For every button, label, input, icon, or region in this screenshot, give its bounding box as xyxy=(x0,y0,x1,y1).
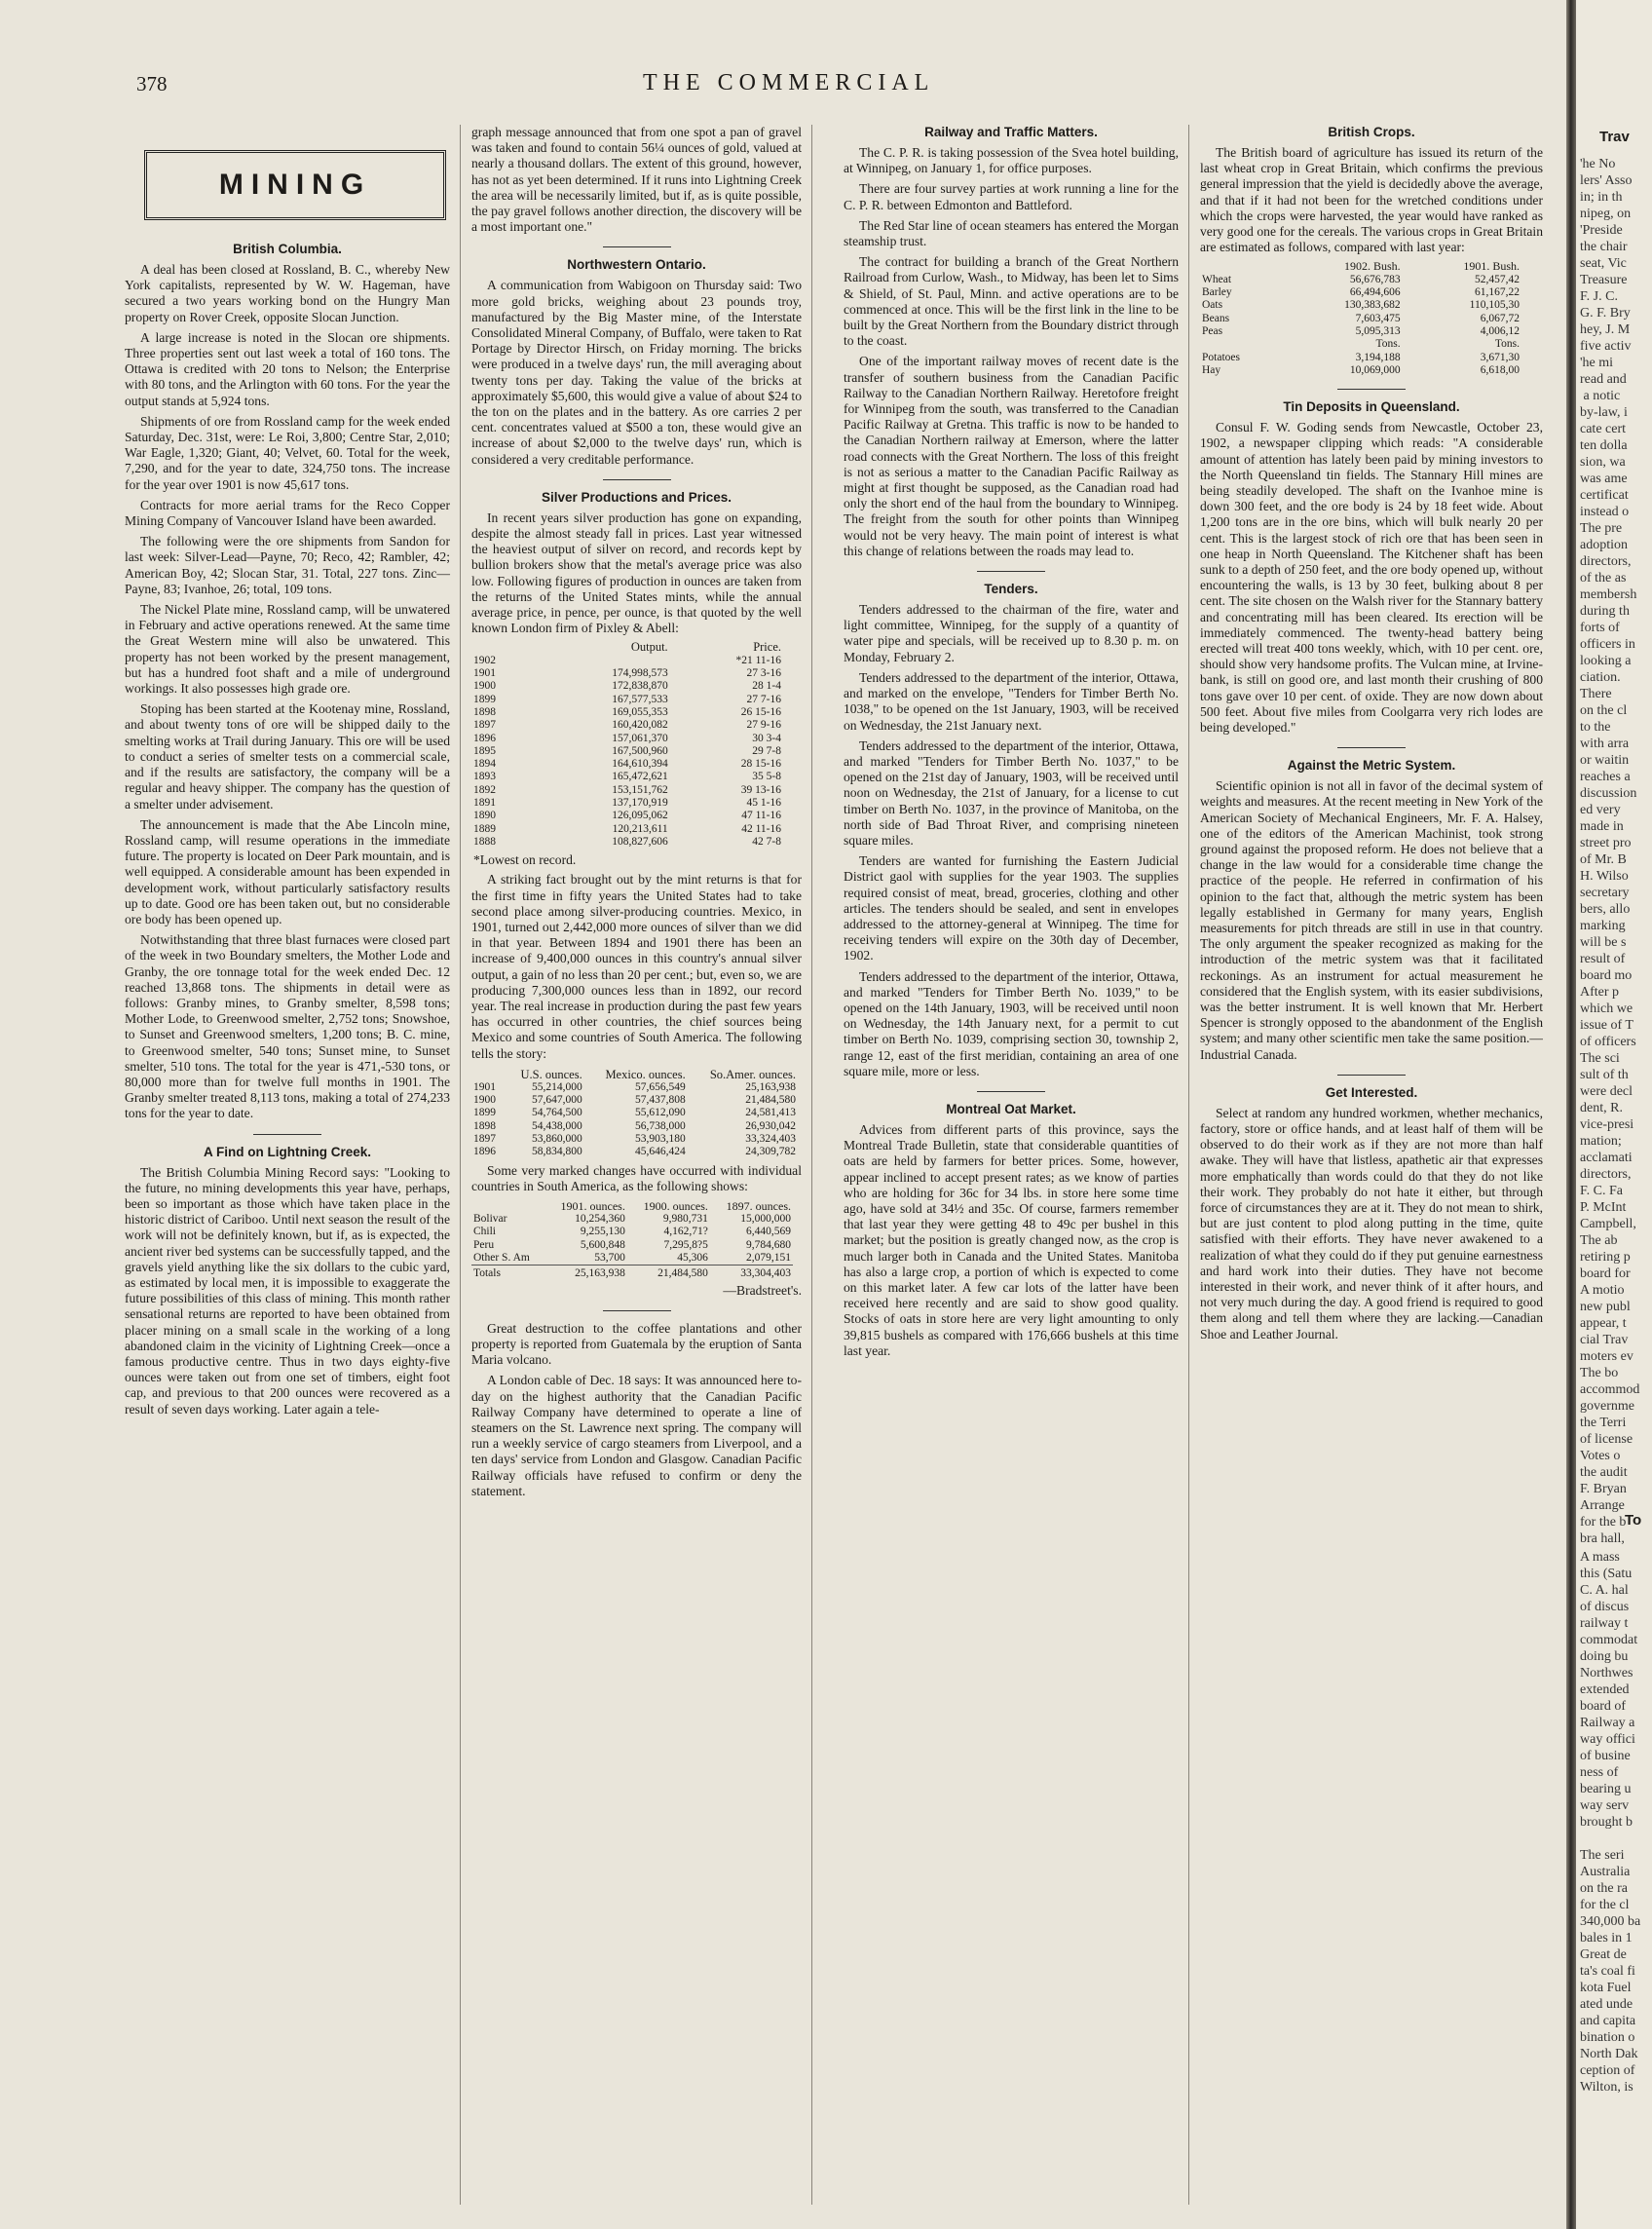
table-cell: 57,647,000 xyxy=(531,1094,582,1107)
table-cell: 47 11-16 xyxy=(741,810,781,822)
table-header: U.S. ounces. xyxy=(520,1067,582,1081)
table-cell: 5,600,848 xyxy=(580,1238,625,1251)
paragraph: In recent years silver production has gone on expanding, despite the almost steady fall in prices. Last year witnessed the heaviest output of silver on record, and records kept by bullion brokers show that the metal's average price was also low. Following figures of production in ounces are taken from the returns of the United States mints, while the annual average price, in pence, per ounce, is that quoted by the well known London firm of Pixley & Abell: xyxy=(471,510,802,636)
heading-metric: Against the Metric System. xyxy=(1287,758,1456,774)
paragraph-continued: graph message announced that from one spot a pan of gravel was taken and found to contain 56¼ ounces of gold, valued at nearly a thousand dollars. The extent of this ground, however, has not as yet been determined. If it runs into Lightning Creek the area will be necessarily limited, but if, as is quite possible, the pay gravel follows another direction, the discovery will be a most important one." xyxy=(471,125,802,235)
table-total-row xyxy=(471,1266,793,1281)
table-cell: 53,700 xyxy=(594,1251,625,1264)
table-row xyxy=(471,655,783,667)
bc-article xyxy=(125,262,450,1122)
table-cell: 1899 xyxy=(473,1107,496,1119)
adjacent-page-fragment xyxy=(1576,0,1652,2229)
table-cell: 33,304,403 xyxy=(710,1266,793,1281)
table-row xyxy=(471,733,783,745)
paragraph: The Red Star line of ocean steamers has entered the Morgan steamship trust. xyxy=(844,217,1179,249)
table-row xyxy=(471,706,783,719)
table-header: 1900. ounces. xyxy=(643,1199,708,1214)
table-cell: Hay xyxy=(1202,363,1221,376)
table-row xyxy=(471,1107,798,1119)
table-cell: Totals xyxy=(471,1266,544,1281)
paragraph: Tenders are wanted for furnishing the Eastern Judicial District gaol with supplies for the year 1903. The supplies required consist of meat, bread, groceries, clothing and other articles. The tenders should be sealed, and sent in envelopes addressed to the attorney-general at Winnipeg. The time for receiving tenders will expire on the 30th day of December, 1902. xyxy=(844,853,1179,963)
table-header xyxy=(471,1199,544,1213)
paragraph: The following were the ore shipments from Sandon for last week: Silver-Lead—Payne, 70; Reco, 42; Rambler, 42; American Boy, 42; Slocan Star, 31. Total, 227 tons. Zinc—Payne, 83; Ivanhoe, 26; total, 109 tons. xyxy=(125,534,450,596)
table-cell: Tons. xyxy=(1494,338,1520,351)
table-row xyxy=(471,694,783,706)
table-row xyxy=(471,758,783,771)
table-cell: 24,581,413 xyxy=(745,1107,796,1119)
divider xyxy=(253,1134,321,1135)
table-cell: 6,067,72 xyxy=(1480,312,1520,324)
column-1 xyxy=(125,125,461,2205)
paragraph: Scientific opinion is not all in favor of the decimal system of weights and measures. At the recent meeting in New York of the American Society of Mechanical Engineers, Mr. F. A. Halsey, one of the editors of the American Machinist, took strong ground against the proposed reform. He does not believe that a change in the law would for a considerable time change the practice of the people. He referred in confirmation of his opinion to the fact that, although the metric system has been legally established in Germany for many years, English measurements for pitch threads are still in use in that country. The only argument the speaker recognized as making for the introduction of the metric system was that it facilitated reckonings. As an instrument for actual measurement he considered that the English system, with its easier subdivisions, was the better instrument. It is well known that Mr. Herbert Spencer is strongly opposed to the abandonment of the English system; and many other scientific men take the same position.—Industrial Canada. xyxy=(1200,778,1543,1062)
heading-silver: Silver Productions and Prices. xyxy=(541,489,732,505)
table-cell: 54,764,500 xyxy=(531,1107,582,1119)
heading-lightning-creek: A Find on Lightning Creek. xyxy=(204,1144,371,1159)
column-2 xyxy=(471,125,812,2205)
table-cell: Bolivar xyxy=(473,1213,507,1226)
table-cell: 24,309,782 xyxy=(745,1146,796,1158)
table-header: 1901. ounces. xyxy=(560,1199,625,1214)
table-cell: 169,055,353 xyxy=(612,705,668,718)
table-header: Price. xyxy=(753,640,781,655)
table-cell: Other S. Am xyxy=(473,1251,530,1264)
table-cell: 1891 xyxy=(473,797,496,810)
table-cell: 57,656,549 xyxy=(634,1080,686,1093)
table-cell: 39 13-16 xyxy=(740,783,781,796)
table-cell: 54,438,000 xyxy=(531,1119,582,1132)
table-row xyxy=(471,667,783,680)
paragraph: Advices from different parts of this province, says the Montreal Trade Bulletin, state that considerable quantities of oats are held by farmers for better prices. Some, however, appear inclined to accept present rates; as we know of parties who are holding for 36c for 34 lbs. in store here some time ago, have sold at 34½ and 35c. Of course, farmers remember that last year they were getting 48 to 49c per bushel in this market; but the position is greatly changed now, as the crop is much larger both in Canada and the United States. Manitoba has also a large crop, a portion of which is expected to come on this market later. A few car lots of the latter have been received here recently and are said to show good quality. Stocks of oats in store here are very light amounting to only 39,815 bushels as compared with 176,666 bushels at this time last year. xyxy=(844,1121,1179,1358)
table-cell: 6,618,00 xyxy=(1480,363,1520,376)
paragraph: Consul F. W. Goding sends from Newcastle, October 23, 1902, a newspaper clipping which reads: "A considerable amount of attention has lately been paid by mining investors to the North Queensland tin fields. The Stannary Hill mines are being steadily developed. The shaft on the Ivanhoe mine is down 300 feet, and the ore body is 24 by 18 feet wide. About 1,200 tons are in the ore bins, which will bulk nearly 20 per cent. This is the largest stock of rich ore that has been seen in one heap in North Queensland. The Kitchener shaft has been sunk to a depth of 250 feet, and the ore body opened up, without encountering the walls, is 13 by 30 feet, bulking about 8 per cent. The site chosen on the Walsh river for the Stannary battery and concentrating mill has been cleared. Its erection will be immediately commenced. The twenty-head battery being erected will treat 400 tons weekly, which, with 10 per cent. ore, should show very handsome profits. The Vulcan mine, at Irvine-bank, is still on good ore, and last month their crushing of 800 tons gave over 10 per cent. of oxide. They are now down about 500 feet. About five miles from Coolgarra very rich lodes are being developed." xyxy=(1200,420,1543,735)
table-cell: 21,484,580 xyxy=(745,1094,796,1107)
table-cell: 137,170,919 xyxy=(612,797,668,810)
table-cell: Peas xyxy=(1202,324,1223,337)
table-cell: 53,860,000 xyxy=(531,1133,582,1146)
table-cell: 4,006,12 xyxy=(1480,324,1520,337)
column-4 xyxy=(1200,125,1543,2205)
table-cell: 130,383,682 xyxy=(1344,299,1401,312)
table-cell: 53,903,180 xyxy=(634,1133,686,1146)
paragraph: Tenders addressed to the department of the interior, Ottawa, and marked "Tenders for Timber Berth No. 1039," to be opened on the 14th January, 1903, will be received until noon on Wednesday, the 14th January next, for a permit to cut timber on Berth No. 1039, comprising section 30, township 2, range 12, east of the first meridian, containing an area of one square mile, more or less. xyxy=(844,968,1179,1078)
table-cell: 1898 xyxy=(473,705,496,718)
paragraph: Shipments of ore from Rossland camp for the week ended Saturday, Dec. 31st, were: Le Roi, 3,800; Centre Star, 2,010; War Eagle, 1,320; Giant, 40; Velvet, 60. Total for the week, 7,290, and for the year to date, 324,750 tons. The increase for the year over 1901 is now 45,617 tons. xyxy=(125,413,450,492)
table-cell: 5,095,313 xyxy=(1355,324,1401,337)
table-row xyxy=(471,1133,798,1146)
divider xyxy=(603,1310,671,1311)
table-cell: 26,930,042 xyxy=(745,1119,796,1132)
divider xyxy=(603,479,671,480)
table-row xyxy=(1200,338,1521,351)
table-cell: 56,738,000 xyxy=(634,1119,686,1132)
divider xyxy=(1337,389,1406,390)
heading-get-interested: Get Interested. xyxy=(1325,1084,1418,1100)
table-cell: Chili xyxy=(473,1226,497,1238)
heading-tenders: Tenders. xyxy=(984,582,1038,597)
table-cell: 1890 xyxy=(473,810,496,822)
table-cell: 1894 xyxy=(473,758,496,771)
table-cell: 55,214,000 xyxy=(531,1080,582,1093)
paragraph: Contracts for more aerial trams for the Reco Copper Mining Company of Vancouver Island have been awarded. xyxy=(125,497,450,529)
table-cell: 45 1-16 xyxy=(746,797,781,810)
heading-railway: Railway and Traffic Matters. xyxy=(924,125,1098,139)
running-title: THE COMMERCIAL xyxy=(643,70,935,95)
heading-northwestern-ontario: Northwestern Ontario. xyxy=(567,257,706,273)
table-row xyxy=(1200,286,1521,299)
table-row xyxy=(471,784,783,797)
paragraph: A striking fact brought out by the mint returns is that for the first time in fifty years the United States had to take second place among silver-producing countries. Mexico, in 1901, turned out 2,442,000 more ounces of silver than we did in that year. Between 1894 and 1901 there has been an increase of 9,400,000 ounces in this country's annual silver output, a gain of no less than 20 per cent.; but, even so, we are producing 7,300,000 ounces less than in 1892, our record year. The real increase in production during the past few years has occurred in other countries, the chief sources being Mexico and some countries of South America. The following tells the story: xyxy=(471,872,802,1061)
table-row xyxy=(471,797,783,810)
paragraph: A large increase is noted in the Slocan ore shipments. Three properties sent out last week a total of 160 tons. The Ottawa is credited with 20 tons to Nelson; the Enterprise with 80 tons, and the Arlington with 60 tons. For the year the output stands at 5,924 tons. xyxy=(125,329,450,408)
divider xyxy=(1337,1075,1406,1076)
table-cell: 1898 xyxy=(473,1119,496,1132)
table-cell xyxy=(1200,338,1283,351)
paragraph: A communication from Wabigoon on Thursday said: Two more gold bricks, weighing about 23 pounds troy, manufactured by the Big Master mine, of the Interstate Consolidated Mineral Company, of Buffalo, were taken to Rat Portage by Director Hirsch, on Friday morning. The bricks were produced in a twelve days' run, the mill averaging about twenty tons per day. Taking the value of the bricks at approximately $5,600, this would give a value of about $24 to the ton on the plates and in the battery. As ore carries 2 per cent. concentrates valued at $500 a ton, these would give an increase of about $2,000 to the twelve days' run, which is considered a very creditable performance. xyxy=(471,278,802,467)
table-cell: 61,167,22 xyxy=(1475,286,1520,299)
table-cell: 1895 xyxy=(473,744,496,757)
table-cell: 3,194,188 xyxy=(1355,351,1401,363)
heading-british-crops: British Crops. xyxy=(1328,125,1415,139)
table-cell: 45,646,424 xyxy=(634,1146,686,1158)
table-row xyxy=(471,1120,798,1133)
paragraph: The British board of agriculture has issued its return of the last wheat crop in Great Britain, which confirms the previous general impression that the yield is decidedly above the average, and that if it had not been for the wretched conditions under which the crops were harvested, the year would have ranked as very good one for the cereals. The various crops in Great Britain are estimated as follows, compared with last year: xyxy=(1200,145,1543,255)
table-cell: 172,838,870 xyxy=(612,680,668,693)
paragraph: A London cable of Dec. 18 says: It was announced here to-day on the highest authority that the Canadian Pacific Railway Company have determined to operate a line of steamers on the St. Lawrence next spring. The company will run a weekly service of cargo steamers from Liverpool, and a ten days' service from London and Glasgow. Canadian Pacific Railway officials have refused to confirm or deny the statement. xyxy=(471,1373,802,1498)
table-row xyxy=(471,1094,798,1107)
table-cell: 157,061,370 xyxy=(612,732,668,744)
table-cell: Peru xyxy=(473,1238,495,1251)
table-row xyxy=(471,1146,798,1158)
divider xyxy=(1337,747,1406,748)
table-cell: 10,069,000 xyxy=(1349,363,1401,376)
table-cell: 66,494,606 xyxy=(1349,286,1401,299)
table-cell: 164,610,394 xyxy=(612,758,668,771)
table-cell: 27 7-16 xyxy=(746,693,781,705)
table-cell: 35 5-8 xyxy=(752,771,781,783)
table-cell: 56,676,783 xyxy=(1349,273,1401,285)
paragraph: The contract for building a branch of the Great Northern Railroad from Curlow, Wash., to Midway, has been let to Sims & Shield, of St. Paul, Minn. and active operations are to be commenced at once. This will be the first link in the line to be built by the Great Northern from the Boundary district through to the coast. xyxy=(844,254,1179,349)
table-cell: 1888 xyxy=(473,835,496,848)
adjacent-text-fragment: 'he No lers' Asso in; in th nipeg, on 'Preside the chair seat, Vic Treasure F. J. C. G. F. Bry hey, J. M five activ 'he mi read and a notic by-law, i cate cert ten dolla sion, wa was ame certificat instead o The pre adoption directors, of the as membersh during th forts of officers in looking a ciation. There on the cl to the with arra or waitin reaches a discussion ed very made in street pro of Mr. B H. Wilso secretary bers, allo marking will be s result of board mo After p which we issue of T of officers The sci sult of th were decl dent, R. vice-presi mation; acclamati directors, F. C. Fa P. McInt Campbell, The ab retiring p board for A motio new publ appear, t cial Trav moters ev The bo accommod governme the Terri of license Votes o the audit F. Bryan Arrange for the b bra hall, xyxy=(1580,157,1640,1546)
table-cell: 9,255,130 xyxy=(580,1226,625,1238)
table-cell: 42 7-8 xyxy=(752,835,781,848)
table-cell: 9,980,731 xyxy=(662,1213,708,1226)
table-row xyxy=(471,836,783,849)
table-row xyxy=(1200,299,1521,312)
table-cell: 3,671,30 xyxy=(1480,351,1520,363)
table-header xyxy=(471,641,532,654)
table-cell: 126,095,062 xyxy=(612,810,668,822)
crops-table xyxy=(1200,260,1521,377)
paragraph: One of the important railway moves of recent date is the transfer of southern business from the Canadian Pacific Railway to the Canadian Northern Railway. Heretofore freight for Winnipeg from the south, was transferred to the Canadian Pacific Railway at Gretna. This traffic is now to be handed to the Canadian Northern railway at Emerson, where the latter road connects with the Great Northern. The loss of this freight is not as serious a matter to the Canadian Pacific Railway as might at first thought be supposed, as the Canadian road had only the short end of the haul from the boundary to Winnipeg. The freight from the south for other points than Winnipeg would not be very heavy. The main point of interest is what this change of relations between the roads may lead to. xyxy=(844,354,1179,558)
table-row xyxy=(1200,274,1521,286)
table-cell: 57,437,808 xyxy=(634,1094,686,1107)
table-row xyxy=(471,810,783,822)
table-cell: 28 1-4 xyxy=(752,680,781,693)
table-row xyxy=(471,1213,793,1226)
table-cell: Beans xyxy=(1202,312,1230,324)
table-cell: 1889 xyxy=(473,822,496,835)
table-row xyxy=(1200,364,1521,377)
paragraph: The C. P. R. is taking possession of the Svea hotel building, at Winnipeg, on January 1, for office purposes. xyxy=(844,145,1179,176)
table-cell: 1901 xyxy=(473,667,496,680)
table-row xyxy=(471,745,783,758)
table-cell: 28 15-16 xyxy=(740,758,781,771)
table-header xyxy=(1200,260,1283,273)
table-footnote: *Lowest on record. xyxy=(473,852,577,868)
paragraph: Tenders addressed to the chairman of the fire, water and light committee, Winnipeg, for the supply of a quantity of water pipe and specials, will be received up to 8.30 p. m. on Monday, February 2. xyxy=(844,602,1179,664)
table-cell: 174,998,573 xyxy=(612,667,668,680)
table-cell: 1900 xyxy=(473,680,496,693)
table-cell: 45,306 xyxy=(677,1251,708,1264)
table-cell: 6,440,569 xyxy=(746,1226,791,1238)
paragraph: The announcement is made that the Abe Lincoln mine, Rossland camp, will resume operations in the immediate future. The property is located on Deer Park mountain, and is well equipped. A considerable amount has been expended in development work, without particularly satisfactory results up to date. Good ore has been taken out, but no considerable ore body has been opened up. xyxy=(125,816,450,926)
paragraph: The British Columbia Mining Record says: "Looking to the future, no mining developments this year have, perhaps, been so important as those which have taken place in the historic district of Cariboo. Until next season the result of the work will not be definitely known, but if, as is expected, the ancient river bed systems can be successfully tapped, and the gravels yield anything like the six dollars to the cubic yard, as estimated by local men, it is impossible to exaggerate the future possibilities of this class of mining. This month rather sensational returns are reported to have been obtained from placer mining on a small scale in the working of a long abandoned claim in the vicinity of Lightning Creek—once a famous productive centre. Thus in two days eighty-five ounces were taken out from one set of timbers, eight foot cap, and previous to that 200 ounces were recovered as a result of seven days working. Later again a tele- xyxy=(125,1164,450,1417)
table-cell: 1896 xyxy=(473,732,496,744)
table-row xyxy=(471,1081,798,1094)
section-title: MINING xyxy=(218,169,372,201)
paragraph: Stoping has been started at the Kootenay mine, Rossland, and about twenty tons of ore will be shipped daily to the smelting works at Trail during January. This ore will be used to conduct a series of smelter tests on a commercial scale, and if the results are satisfactory, the company will be a regular and heavy shipper. The company has the question of a smelter under advisement. xyxy=(125,701,450,812)
table-cell: 1897 xyxy=(473,719,496,732)
table-cell: 1896 xyxy=(473,1146,496,1158)
divider xyxy=(977,571,1045,572)
table-cell: 52,457,42 xyxy=(1475,273,1520,285)
paragraph: Tenders addressed to the department of the interior, Ottawa, and marked on the envelope, "Tenders for Timber Berth No. 1038," to be opened on the 1st January, 1903, will be received on Wednesday, the 21st January next. xyxy=(844,669,1179,733)
table-cell: 1899 xyxy=(473,693,496,705)
table-row xyxy=(1200,325,1521,338)
table-row xyxy=(1200,352,1521,364)
table-cell: Tons. xyxy=(1375,338,1401,351)
table-cell: 167,500,960 xyxy=(612,744,668,757)
heading-british-columbia: British Columbia. xyxy=(233,242,342,256)
heading-tin-deposits: Tin Deposits in Queensland. xyxy=(1283,399,1460,415)
table-header: 1902. Bush. xyxy=(1343,259,1401,274)
section-title-box xyxy=(144,150,446,220)
table-cell: Potatoes xyxy=(1202,351,1240,363)
table-cell: 10,254,360 xyxy=(575,1213,625,1226)
paragraph: Tenders addressed to the department of the interior, Ottawa, and marked "Tenders for Timber Berth No. 1037," to be opened on the 21st day of January, 1903, will be received until noon on Wednesday, the 21st of January, for a license to cut timber on Berth No. 1037, in the province of Manitoba, on the north side of Bad Throat River, and comprising nineteen square miles. xyxy=(844,737,1179,848)
table-cell: 1900 xyxy=(473,1094,496,1107)
table-cell: 27 9-16 xyxy=(746,719,781,732)
divider xyxy=(603,246,671,247)
table-cell: 9,784,680 xyxy=(746,1238,791,1251)
paragraph: There are four survey parties at work running a line for the C. P. R. between Edmonton and Battleford. xyxy=(844,181,1179,212)
table-source: —Bradstreet's. xyxy=(723,1282,802,1298)
table-cell: 25,163,938 xyxy=(544,1266,627,1281)
table-cell: 108,827,606 xyxy=(612,835,668,848)
table-header xyxy=(471,1068,504,1081)
adjacent-text-fragment-2: A mass this (Satu C. A. hal of discus railway t commodat doing bu Northwes extended board of Railway a way offici of busine ness of bearing u way serv brought b The seri Australia on the ra for the cl 340,000 ba bales in 1 Great de ta's coal fi kota Fuel ated unde and capita bination o North Dak ception of Wilton, is xyxy=(1580,1550,1641,2095)
table-row xyxy=(471,823,783,836)
table-cell: Barley xyxy=(1202,286,1232,299)
table-header: So.Amer. ounces. xyxy=(709,1067,796,1081)
table-cell: Wheat xyxy=(1202,273,1232,285)
table-row xyxy=(471,771,783,783)
table-cell: 1902 xyxy=(473,654,496,666)
table-row xyxy=(1200,313,1521,325)
table-cell: 30 3-4 xyxy=(752,732,781,744)
table-header: 1897. ounces. xyxy=(726,1199,791,1214)
table-cell: 55,612,090 xyxy=(634,1107,686,1119)
table-row xyxy=(471,1252,793,1266)
table-cell: 7,295,8?5 xyxy=(663,1238,708,1251)
table-cell: 110,105,30 xyxy=(1469,299,1520,312)
table-cell: 27 3-16 xyxy=(746,667,781,680)
table-cell: 167,577,533 xyxy=(612,693,668,705)
paragraph: Great destruction to the coffee plantations and other property is reported from Guatemala by the eruption of Santa Maria volcano. xyxy=(471,1320,802,1368)
table-header: 1901. Bush. xyxy=(1463,259,1520,274)
country-silver-table xyxy=(471,1068,798,1159)
table-cell: 165,472,621 xyxy=(612,771,668,783)
table-cell: 15,000,000 xyxy=(740,1213,791,1226)
table-cell xyxy=(532,655,670,667)
table-row xyxy=(471,1239,793,1252)
table-row xyxy=(471,719,783,732)
silver-output-table xyxy=(471,641,783,849)
table-cell: 1892 xyxy=(473,783,496,796)
table-cell: 1897 xyxy=(473,1133,496,1146)
divider xyxy=(977,1091,1045,1092)
table-cell: 26 15-16 xyxy=(740,705,781,718)
adjacent-heading-fragment: Trav xyxy=(1599,129,1630,145)
table-header: Output. xyxy=(630,640,668,655)
table-cell: 1893 xyxy=(473,771,496,783)
table-cell: *21 11-16 xyxy=(735,654,781,666)
table-row xyxy=(471,680,783,693)
adjacent-heading-fragment-2: To xyxy=(1625,1512,1642,1529)
table-cell: 2,079,151 xyxy=(746,1251,791,1264)
page-number: 378 xyxy=(136,72,168,95)
heading-oat-market: Montreal Oat Market. xyxy=(946,1101,1076,1116)
paragraph: A deal has been closed at Rossland, B. C., whereby New York capitalists, represented by W. W. Hageman, have secured a two years working bond on the Hungry Man property on Rover Creek, opposite Slocan Junction. xyxy=(125,262,450,324)
table-cell: 29 7-8 xyxy=(752,744,781,757)
table-cell: 1901 xyxy=(473,1080,496,1093)
table-row xyxy=(471,1226,793,1238)
table-cell: 160,420,082 xyxy=(612,719,668,732)
table-cell: 120,213,611 xyxy=(612,822,668,835)
book-spine xyxy=(1566,0,1576,2229)
paragraph: Some very marked changes have occurred with individual countries in South America, as the following shows: xyxy=(471,1162,802,1193)
table-cell: 33,324,403 xyxy=(745,1133,796,1146)
paragraph: The Nickel Plate mine, Rossland camp, will be unwatered in February and active operations renewed. At the same time the Great Western mine will also be unwatered. This property has not been worked by the present management, but has a hundred foot shaft and a mile of underground workings. It also possesses high grade ore. xyxy=(125,602,450,697)
table-cell: Oats xyxy=(1202,299,1223,312)
table-cell: 58,834,800 xyxy=(531,1146,582,1158)
column-3 xyxy=(844,125,1189,2205)
table-cell: 153,151,762 xyxy=(612,783,668,796)
paragraph: Notwithstanding that three blast furnaces were closed part of the week in two Boundary smelters, the Mother Lode and Granby, the ore tonnage total for the week ended Dec. 12 reached 13,868 tons. The shipments in detail were as follows: Granby mines, to Granby smelter, 8,598 tons; Mother Lode, to Greenwood smelter, 2,752 tons; Snowshoe, to Sunset and Greenwood smelters, 1,200 tons; B. C. mine, to Greenwood smelter, 540 tons; Sunset mine, to Sunset smelter, 510 tons. The total for the year is 471,-530 tons, or 80,000 more than for twelve full months in 1901. The Granby smelter treated 8,113 tons, making a total of 274,233 tons for the year to date. xyxy=(125,932,450,1121)
table-header: Mexico. ounces. xyxy=(605,1067,686,1081)
table-cell: 25,163,938 xyxy=(745,1080,796,1093)
south-america-table xyxy=(471,1199,793,1280)
table-cell: 21,484,580 xyxy=(627,1266,710,1281)
table-cell: 4,162,71? xyxy=(663,1226,708,1238)
table-cell: 42 11-16 xyxy=(741,822,781,835)
paragraph: Select at random any hundred workmen, whether mechanics, factory, store or office hands, and at least half of them will be observed to do their work as if they are not more than half awake. They will have that listless, apathetic air that expresses more emphatically than words could do that they do not like their work. They probably do not hate it either, but through force of circumstances they are at it. They do not mean to shirk, but are just content to plod along putting in the time, quite satisfied with their efforts. They have never awakened to a realization of what they could do if they put genuine earnestness and hard work into their duties. They have not become interested in their work, and never think of it after hours, and not very much during the day. A good friend is required to good them along and tell them where they are lacking.—Canadian Shoe and Leather Journal. xyxy=(1200,1105,1543,1341)
table-cell: 7,603,475 xyxy=(1355,312,1401,324)
